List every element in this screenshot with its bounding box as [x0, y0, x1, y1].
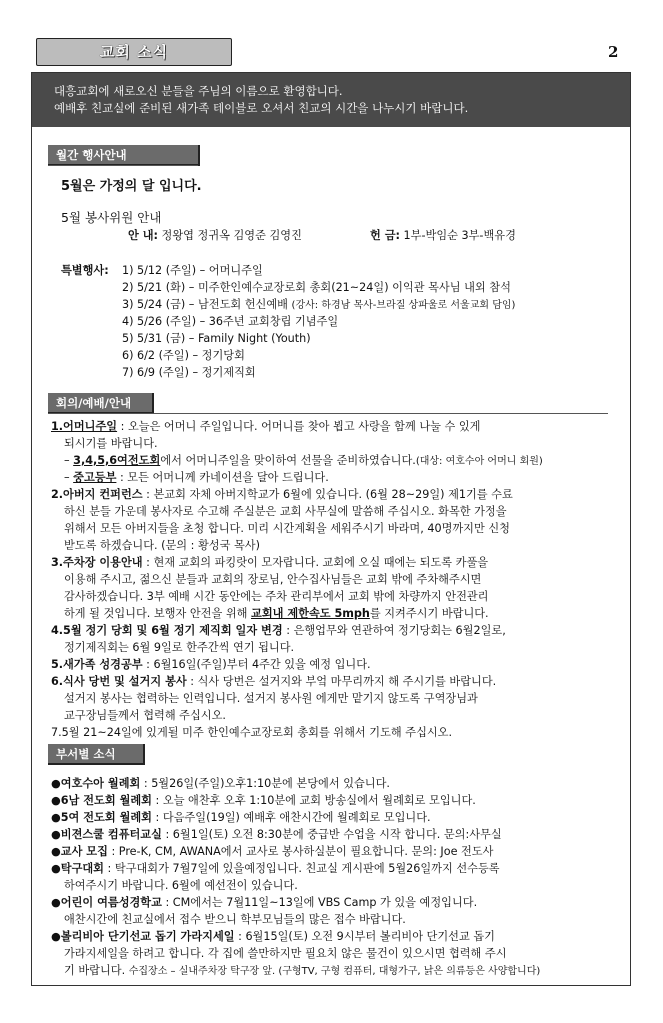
- notice-parking: [51, 554, 488, 571]
- notice-meal-duty: [51, 673, 496, 690]
- page-title: 교회 소식: [36, 38, 232, 66]
- dept-text: : 오늘 애찬후 오후 1:10분에 교회 방송실에서 월례회로 모입니다.: [152, 794, 476, 807]
- volunteer-guide: [128, 227, 302, 244]
- dept-line: 애찬시간에 친교실에서 접수 받으니 학부모님들의 많은 접수 바랍니다.: [64, 913, 406, 926]
- notice-title: 3.주차장 이용안내: [51, 556, 143, 569]
- dept-item: [51, 775, 390, 792]
- dept-text: : 6월1일(토) 오전 8:30분에 중급반 수업을 시작 합니다. 문의:사무실: [161, 828, 502, 841]
- dept-title: ●6남 전도회 월례회: [51, 794, 152, 807]
- dept-text: : 다음주일(19일) 예배후 애찬시간에 월례회로 모입니다.: [152, 811, 431, 824]
- month-theme: 5월은 가정의 달 입니다.: [61, 179, 202, 194]
- dept-text: : 6월15일(토) 오전 9시부터 볼리비아 단기선교 돕기: [234, 930, 495, 943]
- page-number: 2: [608, 43, 619, 61]
- notice-text: 에서 어머니주일을 맞이하여 선물을 준비하였습니다.: [160, 454, 416, 467]
- notice-text: : 은행업무와 연관하여 정기당회는 6월2일로,: [282, 624, 506, 637]
- special-events-label: 특별행사:: [61, 264, 109, 277]
- notice-line: 교구장님들께서 협력해 주십시오.: [64, 709, 226, 722]
- notice-text: 하게 될 것입니다. 보행자 안전을 위해: [64, 607, 252, 620]
- dept-title: ●5여 전도회 월례회: [51, 811, 152, 824]
- dept-item: [51, 928, 495, 945]
- offering-label: 헌 금:: [370, 229, 400, 242]
- notice-prayer: 7.5월 21~24일에 있게될 미주 한인예수교장로회 총회를 위해서 기도해 주십시오.: [51, 726, 453, 739]
- notice-line: 되시기를 바랍니다.: [64, 437, 158, 450]
- event-item: 2) 5/21 (화) – 미주한인예수교장로회 총회(21~24일) 이익관 목사님 내외 참석: [122, 281, 511, 294]
- dept-title: ●어린이 여름성경학교: [51, 896, 162, 909]
- notice-note: (대상: 여호수아 어머니 회원): [415, 456, 543, 467]
- event-3-text: 3) 5/24 (금) – 남전도회 헌신예배: [122, 298, 288, 311]
- notice-mothers-day: [51, 418, 481, 435]
- dept-line: 하여주시기 바랍니다. 6월에 예선전이 있습니다.: [64, 879, 298, 892]
- welcome-line-2: 예배후 친교실에 준비된 새가족 테이블로 오셔서 친교의 시간을 나누시기 바랍니다.: [54, 101, 469, 115]
- notice-sub-item: [64, 469, 329, 486]
- dept-title: ●여호수아 월례회: [51, 777, 141, 790]
- notice-line: 감사하겠습니다. 3부 예배 시간 동안에는 주차 관리부에서 교회 밖에 차량까지 안전관리: [64, 590, 489, 603]
- event-3-note: (강사: 하경남 목사-브라질 상파울로 서울교회 담임): [291, 300, 516, 311]
- speed-limit: 교회내 제한속도 5mph: [251, 607, 370, 620]
- notice-title: 6.식사 당번 및 설거지 봉사: [51, 675, 187, 688]
- notice-title: 5.새가족 성경공부: [51, 658, 143, 671]
- event-item: 5) 5/31 (금) – Family Night (Youth): [122, 332, 311, 345]
- notice-line: 정기제직회는 6월 9일로 한주간씩 연기 됩니다.: [64, 641, 295, 654]
- notice-meeting-date-change: [51, 622, 506, 639]
- notice-text: : 식사 당번은 설거지와 부엌 마무리까지 해 주시기를 바랍니다.: [186, 675, 497, 688]
- dept-item: [51, 860, 500, 877]
- dept-text: : CM에서는 7월11일~13일에 VBS Camp 가 있을 예정입니다.: [161, 896, 478, 909]
- notice-line: [64, 605, 489, 622]
- event-item: 6) 6/2 (주일) – 정기당회: [122, 349, 245, 362]
- event-item: 7) 6/9 (주일) – 정기제직회: [122, 366, 256, 379]
- notice-title: 1.어머니주일: [51, 420, 118, 433]
- event-item: 1) 5/12 (주일) – 어머니주일: [122, 264, 263, 277]
- dept-note: 수집장소 – 실내주차장 탁구장 앞. (구형TV, 구형 컴퓨터, 대형가구, 낡은 의류등은 사양합니다): [128, 966, 541, 977]
- notice-text: 를 지켜주시기 바랍니다.: [369, 607, 489, 620]
- volunteers-title: 5월 봉사위원 안내: [61, 210, 162, 225]
- dept-text: : Pre-K, CM, AWANA에서 교사로 봉사하실분이 필요합니다. 문의: Joe 전도사: [107, 845, 494, 858]
- dept-line: 가라지세일을 하려고 합니다. 각 집에 쓸만하지만 필요치 않은 물건이 있으시면 협력해 주시: [64, 947, 507, 960]
- notice-title: 2.아버지 컨퍼런스: [51, 488, 143, 501]
- section-heading-meetings: 회의/예배/안내: [48, 393, 154, 414]
- group-name: 3,4,5,6여전도회: [73, 454, 161, 467]
- dept-item: [51, 826, 502, 843]
- dept-item: [51, 809, 431, 826]
- group-name: 중고등부: [73, 471, 117, 484]
- section-heading-monthly: 월간 행사안내: [48, 145, 200, 166]
- dept-text: : 5월26일(주일)오후1:10분에 본당에서 있습니다.: [140, 777, 390, 790]
- dept-title: ●탁구대회: [51, 862, 104, 875]
- dash: –: [64, 454, 74, 467]
- notice-bible-study: [51, 656, 371, 673]
- notice-text: : 모든 어머니께 카네이션을 달아 드립니다.: [116, 471, 329, 484]
- notice-line: 받도록 하겠습니다. (문의 : 황성국 목사): [64, 539, 260, 552]
- notice-text: : 현재 교회의 파킹랏이 모자랍니다. 교회에 오실 때에는 되도록 카풀을: [142, 556, 489, 569]
- section-heading-departments: 부서별 소식: [48, 744, 145, 765]
- dept-title: ●교사 모집: [51, 845, 108, 858]
- event-item: 4) 5/26 (주일) – 36주년 교회창립 기념주일: [122, 315, 339, 328]
- guide-label: 안 내:: [128, 229, 158, 242]
- notice-line: 이용해 주시고, 젊으신 분들과 교회의 장로님, 안수집사님들은 교회 밖에 주차해주시면: [64, 573, 482, 586]
- dept-title: ●볼리비아 단기선교 돕기 가라지세일: [51, 930, 235, 943]
- dept-text: 기 바랍니다.: [64, 964, 126, 977]
- notice-title: 4.5월 정기 당회 및 6월 정기 제직회 일자 변경: [51, 624, 283, 637]
- dept-text: : 탁구대회가 7월7일에 있을예정입니다. 친교실 게시판에 5월26일까지 선수등록: [104, 862, 500, 875]
- notice-text: : 본교회 자체 아버지학교가 6월에 있습니다. (6월 28~29일) 제1기를 수료: [142, 488, 513, 501]
- volunteer-offering: [370, 227, 516, 244]
- dept-item: [51, 894, 477, 911]
- dept-item: [51, 792, 476, 809]
- dash: –: [64, 471, 74, 484]
- notice-fathers-conference: [51, 486, 513, 503]
- dept-line: [64, 962, 540, 980]
- notice-text: : 오늘은 어머니 주일입니다. 어머니를 찾아 뵙고 사랑을 함께 나눌 수 있게: [117, 420, 481, 433]
- guide-names: 정왕엽 정귀옥 김영준 김영진: [161, 229, 302, 242]
- section-divider: [48, 413, 608, 414]
- notice-line: 위해서 모든 아버지들을 초청 합니다. 미리 시간계획을 세워주시기 바라며, 40명까지만 신청: [64, 522, 510, 535]
- dept-title: ●비젼스쿨 컴퓨터교실: [51, 828, 162, 841]
- notice-line: 설거지 봉사는 협력하는 인력입니다. 설거지 봉사원 에게만 맡기지 않도록 구역장님과: [64, 692, 478, 705]
- welcome-line-1: 대흥교회에 새로오신 분들을 주님의 이름으로 환영합니다.: [54, 84, 343, 98]
- notice-text: : 6월16일(주일)부터 4주간 있을 예정 입니다.: [142, 658, 371, 671]
- dept-item: [51, 843, 493, 860]
- offering-names: 1부-박임순 3부-백유경: [403, 229, 516, 242]
- welcome-banner: [32, 73, 630, 127]
- event-item: [122, 296, 515, 314]
- section-divider: [48, 165, 198, 166]
- notice-sub-item: [64, 452, 543, 470]
- notice-line: 하신 분들 가운데 봉사자로 수고해 주실분은 교회 사무실에 말씀해 주십시오. 화목한 가정을: [64, 505, 507, 518]
